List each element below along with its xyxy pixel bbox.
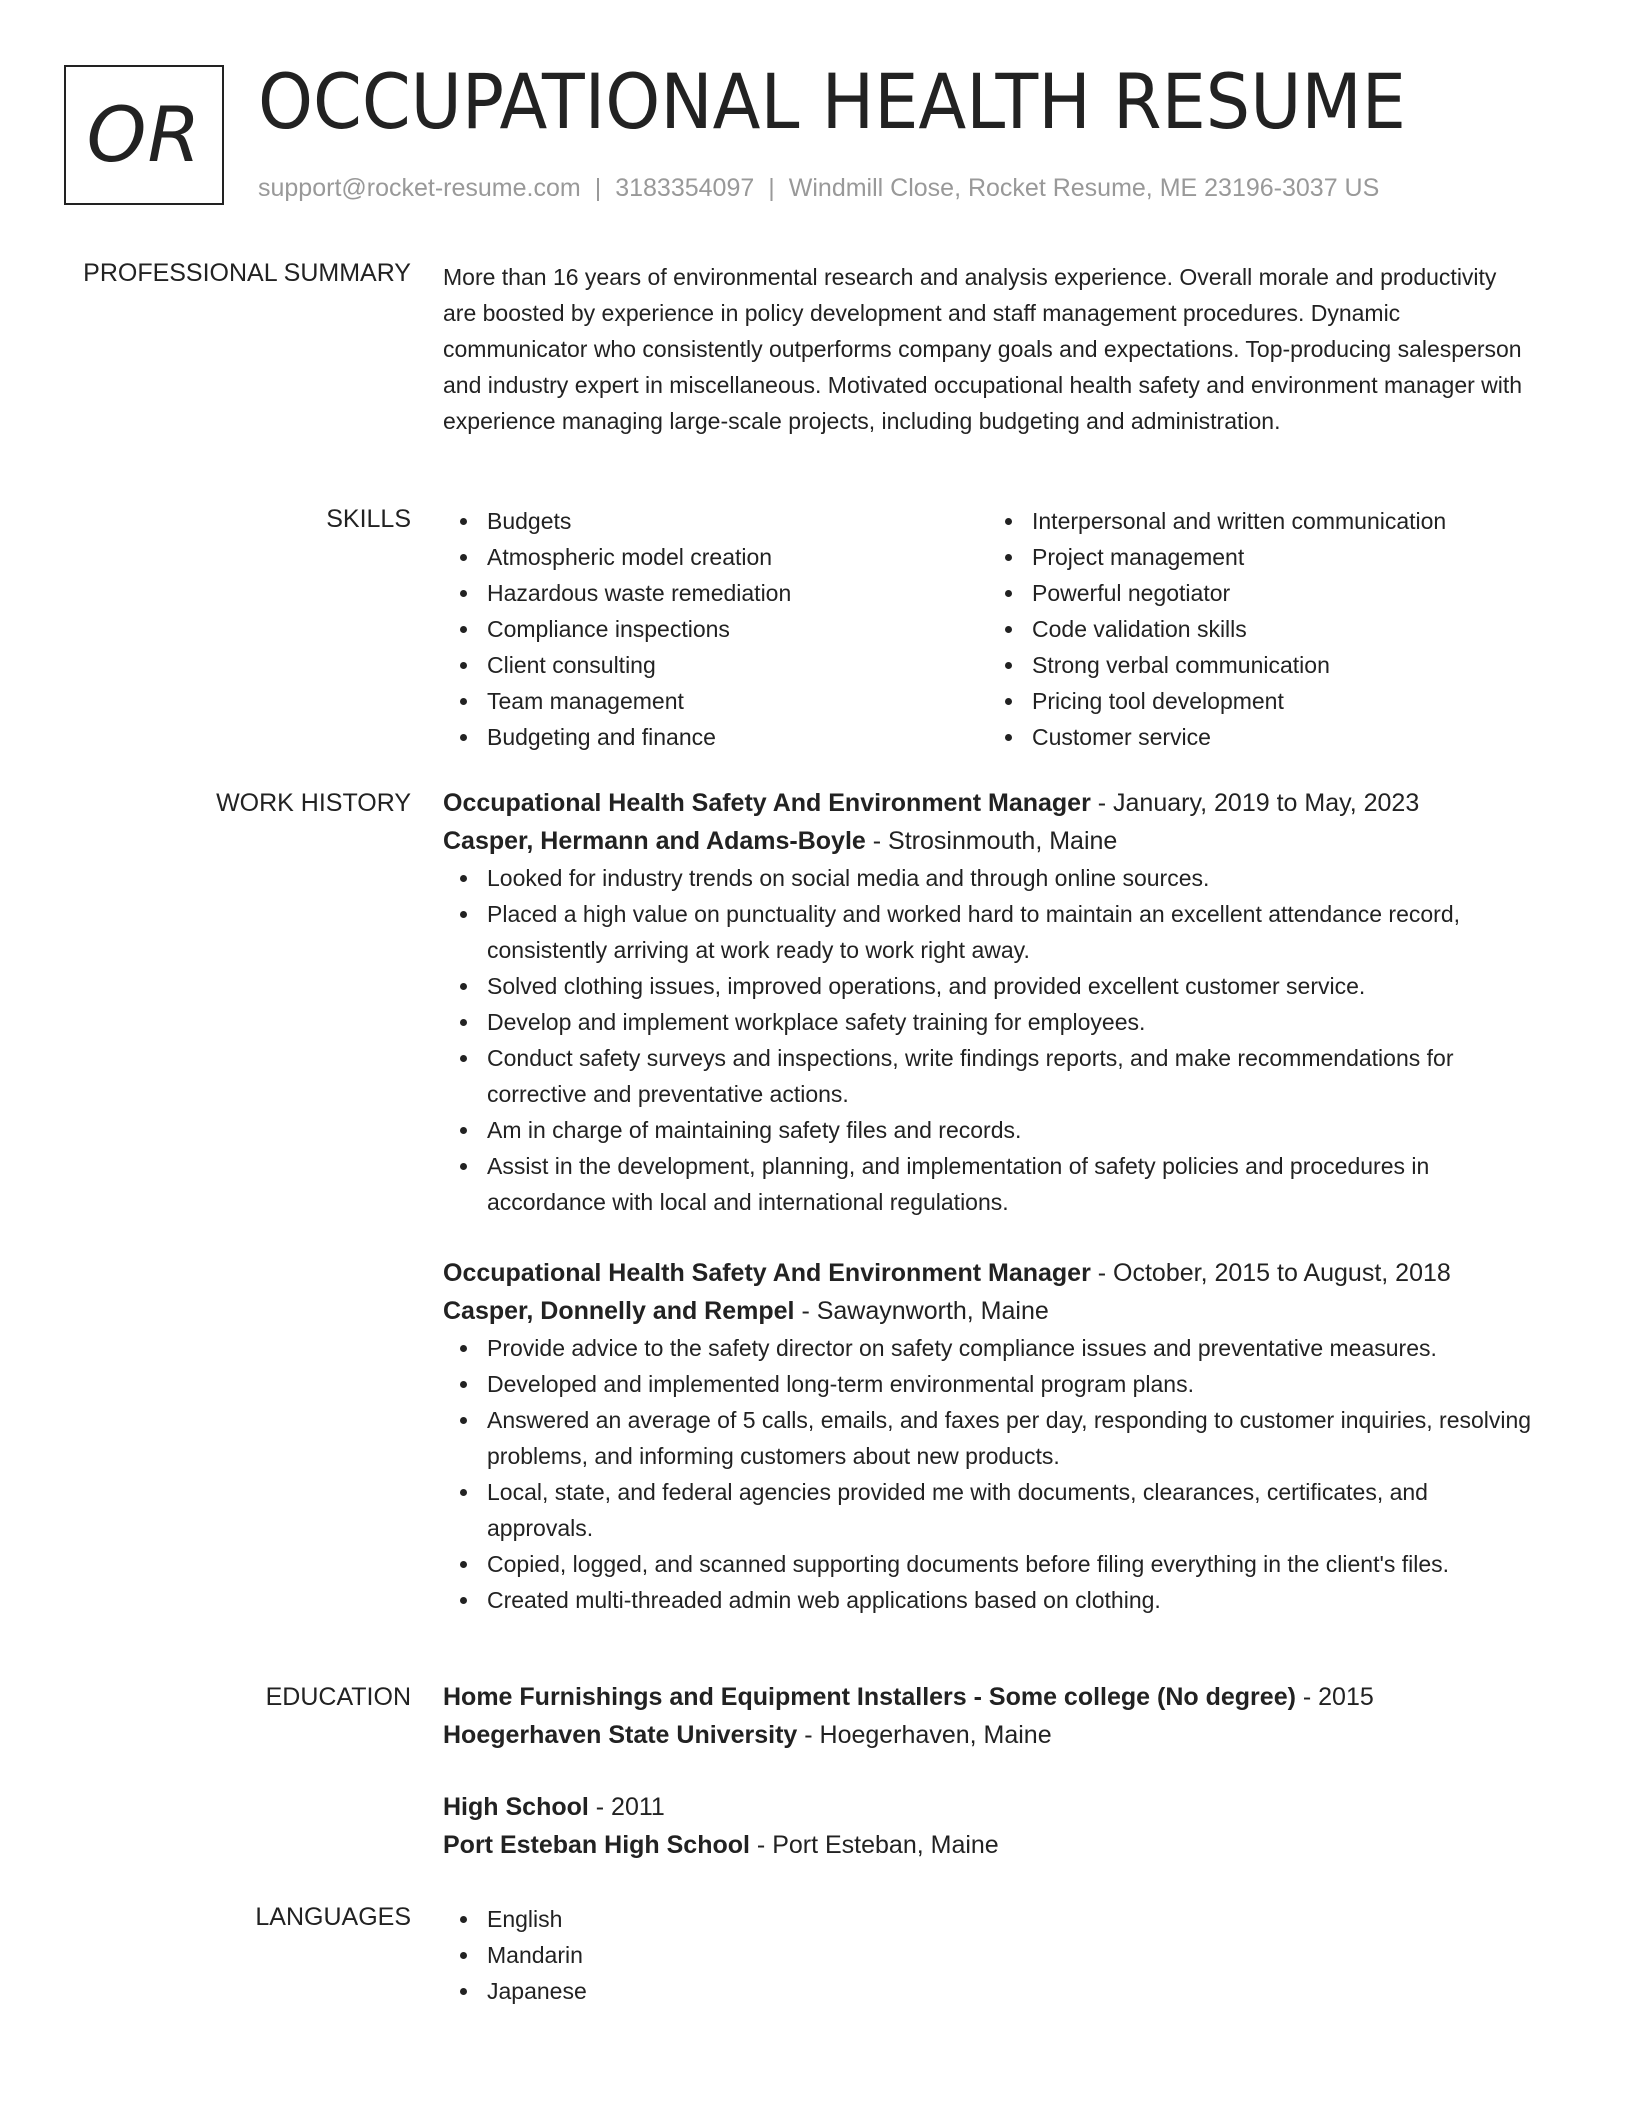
contact-phone: 3183354097 [615,174,755,202]
monogram-box [64,65,224,205]
job-title-line [443,1254,1533,1292]
education-location: - Hoegerhaven, Maine [797,1721,1052,1749]
summary-body [443,259,1533,439]
skills-body [443,503,1533,755]
skill-item: Team management [443,683,988,719]
skill-item: Interpersonal and written communication [988,503,1533,539]
job-bullet: Looked for industry trends on social media and through online sources. [443,860,1533,896]
language-item: English [443,1901,1533,1937]
job-company-line [443,1292,1533,1330]
contact-separator: | [594,174,602,202]
contact-email: support@rocket-resume.com [258,174,581,202]
education-body [443,1678,1533,1864]
language-item: Japanese [443,1973,1533,2009]
education-school: Port Esteban High School [443,1831,750,1859]
job-dates: - January, 2019 to May, 2023 [1090,789,1420,817]
education-school-line [443,1826,1533,1864]
job-bullet: Answered an average of 5 calls, emails, and faxes per day, responding to customer inquiries, resolving problems, and informing customers about new products. [443,1402,1533,1474]
education-entry [443,1788,1533,1864]
job-bullet: Placed a high value on punctuality and worked hard to maintain an excellent attendance record, consistently arriving at work ready to work right away. [443,896,1533,968]
job-bullet: Assist in the development, planning, and implementation of safety policies and procedures in accordance with local and international regulations. [443,1148,1533,1220]
resume-title: OCCUPATIONAL HEALTH RESUME [258,57,1406,146]
language-item: Mandarin [443,1937,1533,1973]
job-bullet-list [443,1330,1533,1618]
education-degree-line [443,1678,1533,1716]
skills-list-right [988,503,1533,755]
skill-item: Budgeting and finance [443,719,988,755]
work-history-body [443,784,1533,1618]
job-bullet: Solved clothing issues, improved operations, and provided excellent customer service. [443,968,1533,1004]
skill-item: Customer service [988,719,1533,755]
job-title-line [443,784,1533,822]
section-label-skills: SKILLS [326,505,411,533]
section-label-education: EDUCATION [265,1683,411,1711]
job-company: Casper, Hermann and Adams-Boyle [443,827,866,855]
job-bullet: Provide advice to the safety director on safety compliance issues and preventative measures. [443,1330,1533,1366]
skill-item: Atmospheric model creation [443,539,988,575]
education-degree: High School [443,1793,589,1821]
education-school-line [443,1716,1533,1754]
contact-line [258,172,1379,205]
job-bullet: Developed and implemented long-term environmental program plans. [443,1366,1533,1402]
job-bullet: Am in charge of maintaining safety files and records. [443,1112,1533,1148]
job-location: - Strosinmouth, Maine [865,827,1118,855]
section-label-work-history: WORK HISTORY [216,789,411,817]
education-entry [443,1678,1533,1754]
skill-item: Strong verbal communication [988,647,1533,683]
job-bullet: Local, state, and federal agencies provided me with documents, clearances, certificates, and approvals. [443,1474,1533,1546]
section-label-languages: LANGUAGES [255,1903,411,1931]
job-dates: - October, 2015 to August, 2018 [1090,1259,1451,1287]
skill-item: Project management [988,539,1533,575]
job-title: Occupational Health Safety And Environment Manager [443,789,1091,817]
job-bullet: Created multi-threaded admin web applications based on clothing. [443,1582,1533,1618]
monogram-initials: OR [86,90,202,179]
job-company: Casper, Donnelly and Rempel [443,1297,795,1325]
education-location: - Port Esteban, Maine [749,1831,999,1859]
job-bullet: Develop and implement workplace safety training for employees. [443,1004,1533,1040]
skill-item: Budgets [443,503,988,539]
skill-item: Code validation skills [988,611,1533,647]
languages-body [443,1901,1533,2009]
skill-item: Pricing tool development [988,683,1533,719]
education-school: Hoegerhaven State University [443,1721,798,1749]
education-degree: Home Furnishings and Equipment Installers - Some college (No degree) [443,1683,1296,1711]
skill-item: Client consulting [443,647,988,683]
skills-list-left [443,503,988,755]
job-entry [443,784,1533,1220]
skill-item: Powerful negotiator [988,575,1533,611]
skill-item: Hazardous waste remediation [443,575,988,611]
job-bullet: Copied, logged, and scanned supporting documents before filing everything in the client's files. [443,1546,1533,1582]
education-degree-line [443,1788,1533,1826]
languages-list [443,1901,1533,2009]
job-location: - Sawaynworth, Maine [794,1297,1049,1325]
job-company-line [443,822,1533,860]
section-label-summary: PROFESSIONAL SUMMARY [83,259,411,287]
job-title: Occupational Health Safety And Environment Manager [443,1259,1091,1287]
summary-text: More than 16 years of environmental research and analysis experience. Overall morale and productivity are boosted by experience in policy development and staff management procedures. Dynamic communicator who consistently outperforms company goals and expectations. Top-producing salesperson and industry expert in miscellaneous. Motivated occupational health safety and environment manager with experience managing large-scale projects, including budgeting and administration. [443,264,1523,434]
job-bullet-list [443,860,1533,1220]
skill-item: Compliance inspections [443,611,988,647]
contact-address: Windmill Close, Rocket Resume, ME 23196-3037 US [788,174,1380,202]
skills-columns [443,503,1533,755]
contact-separator: | [768,174,775,202]
education-year: - 2011 [588,1793,665,1821]
job-entry [443,1254,1533,1618]
education-year: - 2015 [1295,1683,1374,1711]
job-bullet: Conduct safety surveys and inspections, write findings reports, and make recommendations for corrective and preventative actions. [443,1040,1533,1112]
